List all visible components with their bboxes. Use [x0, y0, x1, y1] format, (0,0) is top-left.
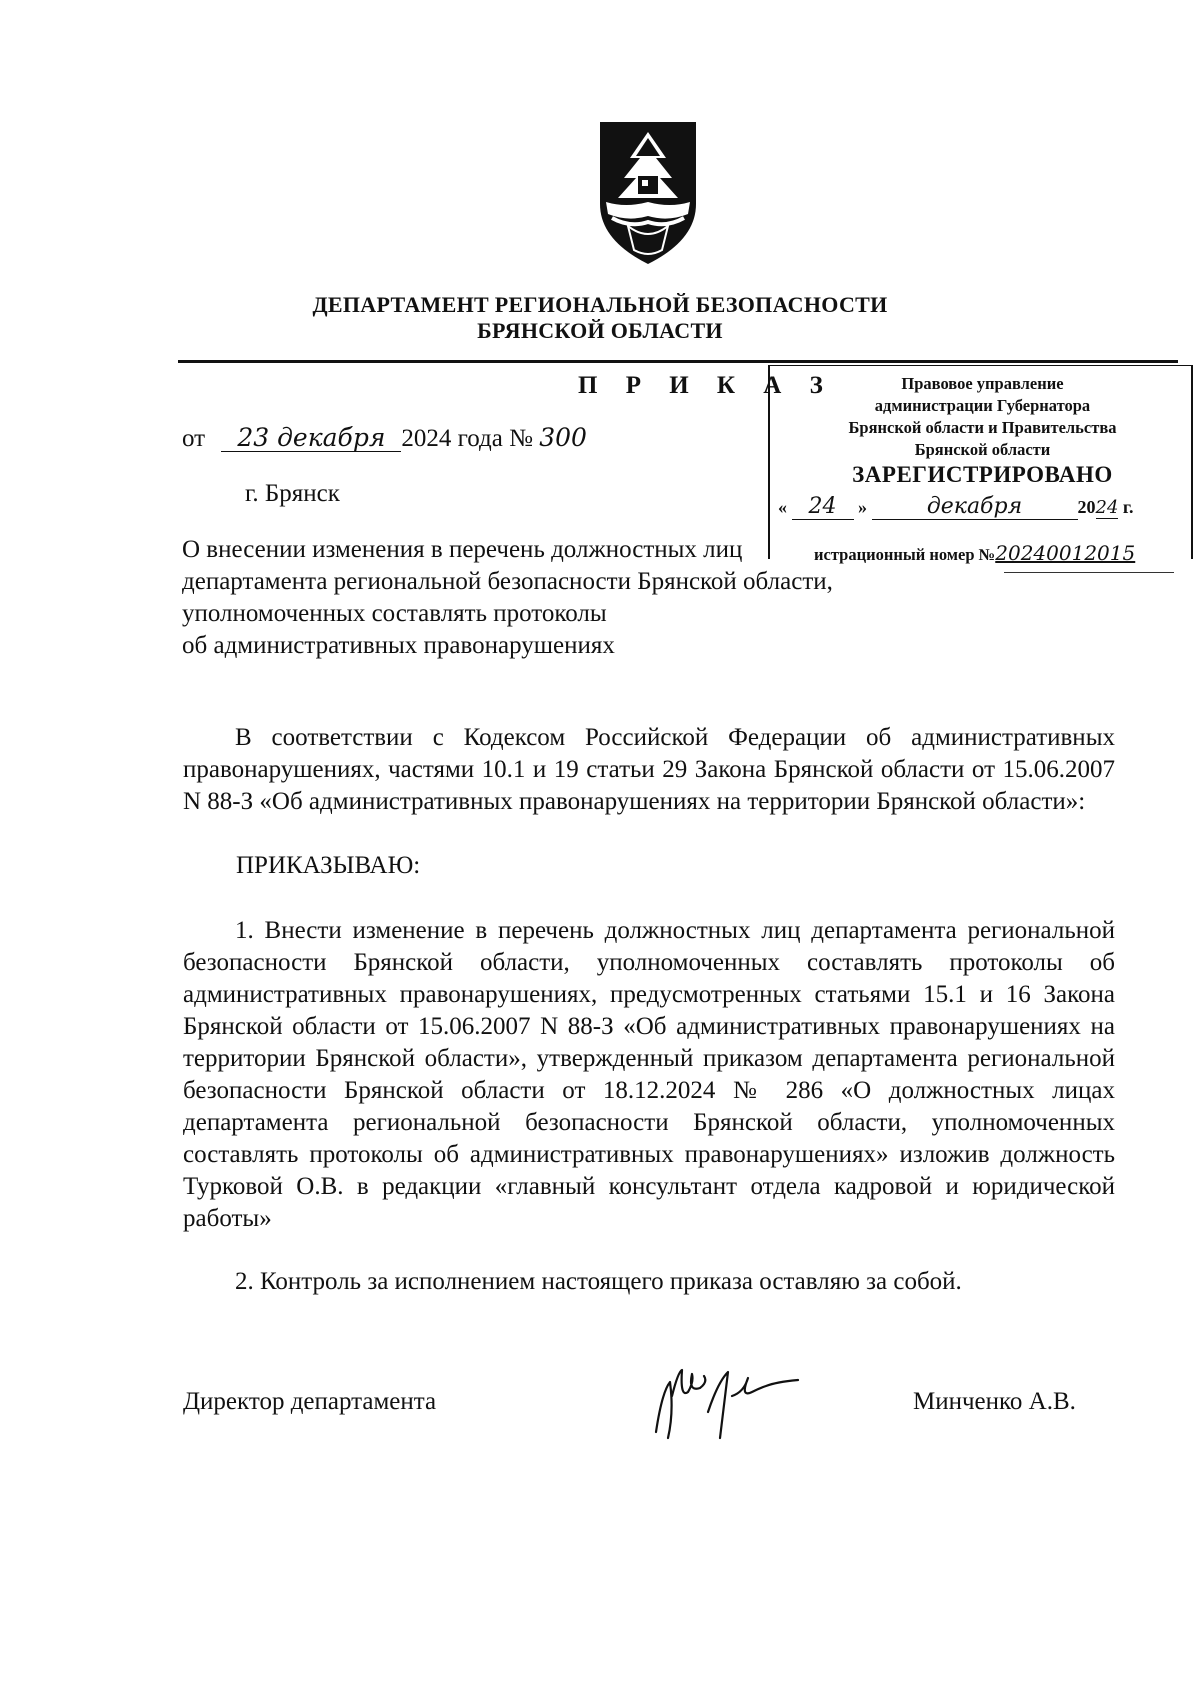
- order-word: ПРИКАЗЫВАЮ:: [236, 852, 421, 879]
- department-name-line2: БРЯНСКОЙ ОБЛАСТИ: [477, 318, 723, 343]
- stamp-line3: Брянской области и Правительства: [848, 418, 1117, 437]
- stamp-registered: ЗАРЕГИСТРИРОВАНО: [852, 462, 1113, 487]
- stamp-month-handwritten: декабря: [872, 494, 1078, 520]
- subject-line3: уполномоченных составлять протоколы: [182, 600, 607, 627]
- stamp-bottom-edge: [1004, 572, 1174, 573]
- coat-of-arms-emblem: [596, 118, 700, 268]
- order-year-text: 2024 года №: [401, 425, 533, 452]
- stamp-quote-open: «: [778, 497, 787, 517]
- stamp-year-suffix: г.: [1122, 497, 1134, 517]
- item-1-paragraph: [183, 915, 1115, 1235]
- order-date-handwritten: 23 декабря: [221, 425, 401, 452]
- stamp-day-handwritten: 24: [792, 494, 854, 520]
- header-divider: [178, 360, 1178, 363]
- item-2-text: 2. Контроль за исполнением настоящего приказа оставляю за собой.: [235, 1268, 962, 1295]
- stamp-regnum-label: истрационный номер №: [814, 545, 996, 564]
- signatory-name: Минченко А.В.: [913, 1388, 1076, 1415]
- item-1-text: 1. Внести изменение в перечень должностных лиц департамента региональной безопасности Брянской области, уполномоченных составлять протоколы об административных правонарушениях, предусмотренных статьями 15.1 и 16 Закона Брянской области от 15.06.2007 N 88-З «Об административных правонарушениях на территории Брянской области», утвержденный приказом департамента региональной безопасности Брянской области от 18.12.2024 № 286 «О должностных лицах департамента региональной безопасности Брянской области, уполномоченных составлять протоколы об административных правонарушениях» изложив должность Турковой О.В. в редакции «главный консультант отдела кадровой и юридической работы»: [183, 917, 1115, 1232]
- stamp-line1: Правовое управление: [901, 374, 1064, 393]
- department-name-line1: ДЕПАРТАМЕНТ РЕГИОНАЛЬНОЙ БЕЗОПАСНОСТИ: [312, 292, 888, 317]
- subject-line1: О внесении изменения в перечень должностных лиц: [182, 536, 743, 563]
- from-label: от: [182, 425, 206, 452]
- subject-line2: департамента региональной безопасности Брянской области,: [182, 568, 833, 595]
- stamp-line4: Брянской области: [914, 440, 1051, 459]
- stamp-year-prefix: 20: [1077, 497, 1096, 517]
- order-city: г. Брянск: [245, 480, 340, 507]
- stamp-quote-close: »: [858, 497, 867, 517]
- order-subject: [182, 534, 833, 662]
- signatory-position: Директор департамента: [183, 1388, 437, 1415]
- basis-paragraph: [183, 722, 1115, 818]
- subject-line4: об административных правонарушениях: [182, 632, 615, 659]
- basis-text: В соответствии с Кодексом Российской Федерации об административных правонарушениях, частями 10.1 и 19 статьи 29 Закона Брянской области от 15.06.2007 N 88-З «Об административных правонарушениях на территории Брянской области»:: [183, 724, 1115, 815]
- stamp-date: [778, 494, 1188, 524]
- stamp-regnum-handwritten: 20240012015: [995, 541, 1136, 565]
- order-date-line: [182, 425, 587, 453]
- order-title: П Р И К А З: [578, 372, 834, 399]
- stamp-year-handwritten: 24: [1095, 497, 1119, 518]
- order-number-handwritten: 300: [539, 423, 587, 452]
- handwritten-signature: [648, 1352, 838, 1442]
- stamp-line2: администрации Губернатора: [874, 396, 1091, 415]
- stamp-regnum: [812, 541, 1135, 565]
- registration-stamp: [768, 365, 1193, 559]
- item-2-paragraph: [183, 1266, 1115, 1298]
